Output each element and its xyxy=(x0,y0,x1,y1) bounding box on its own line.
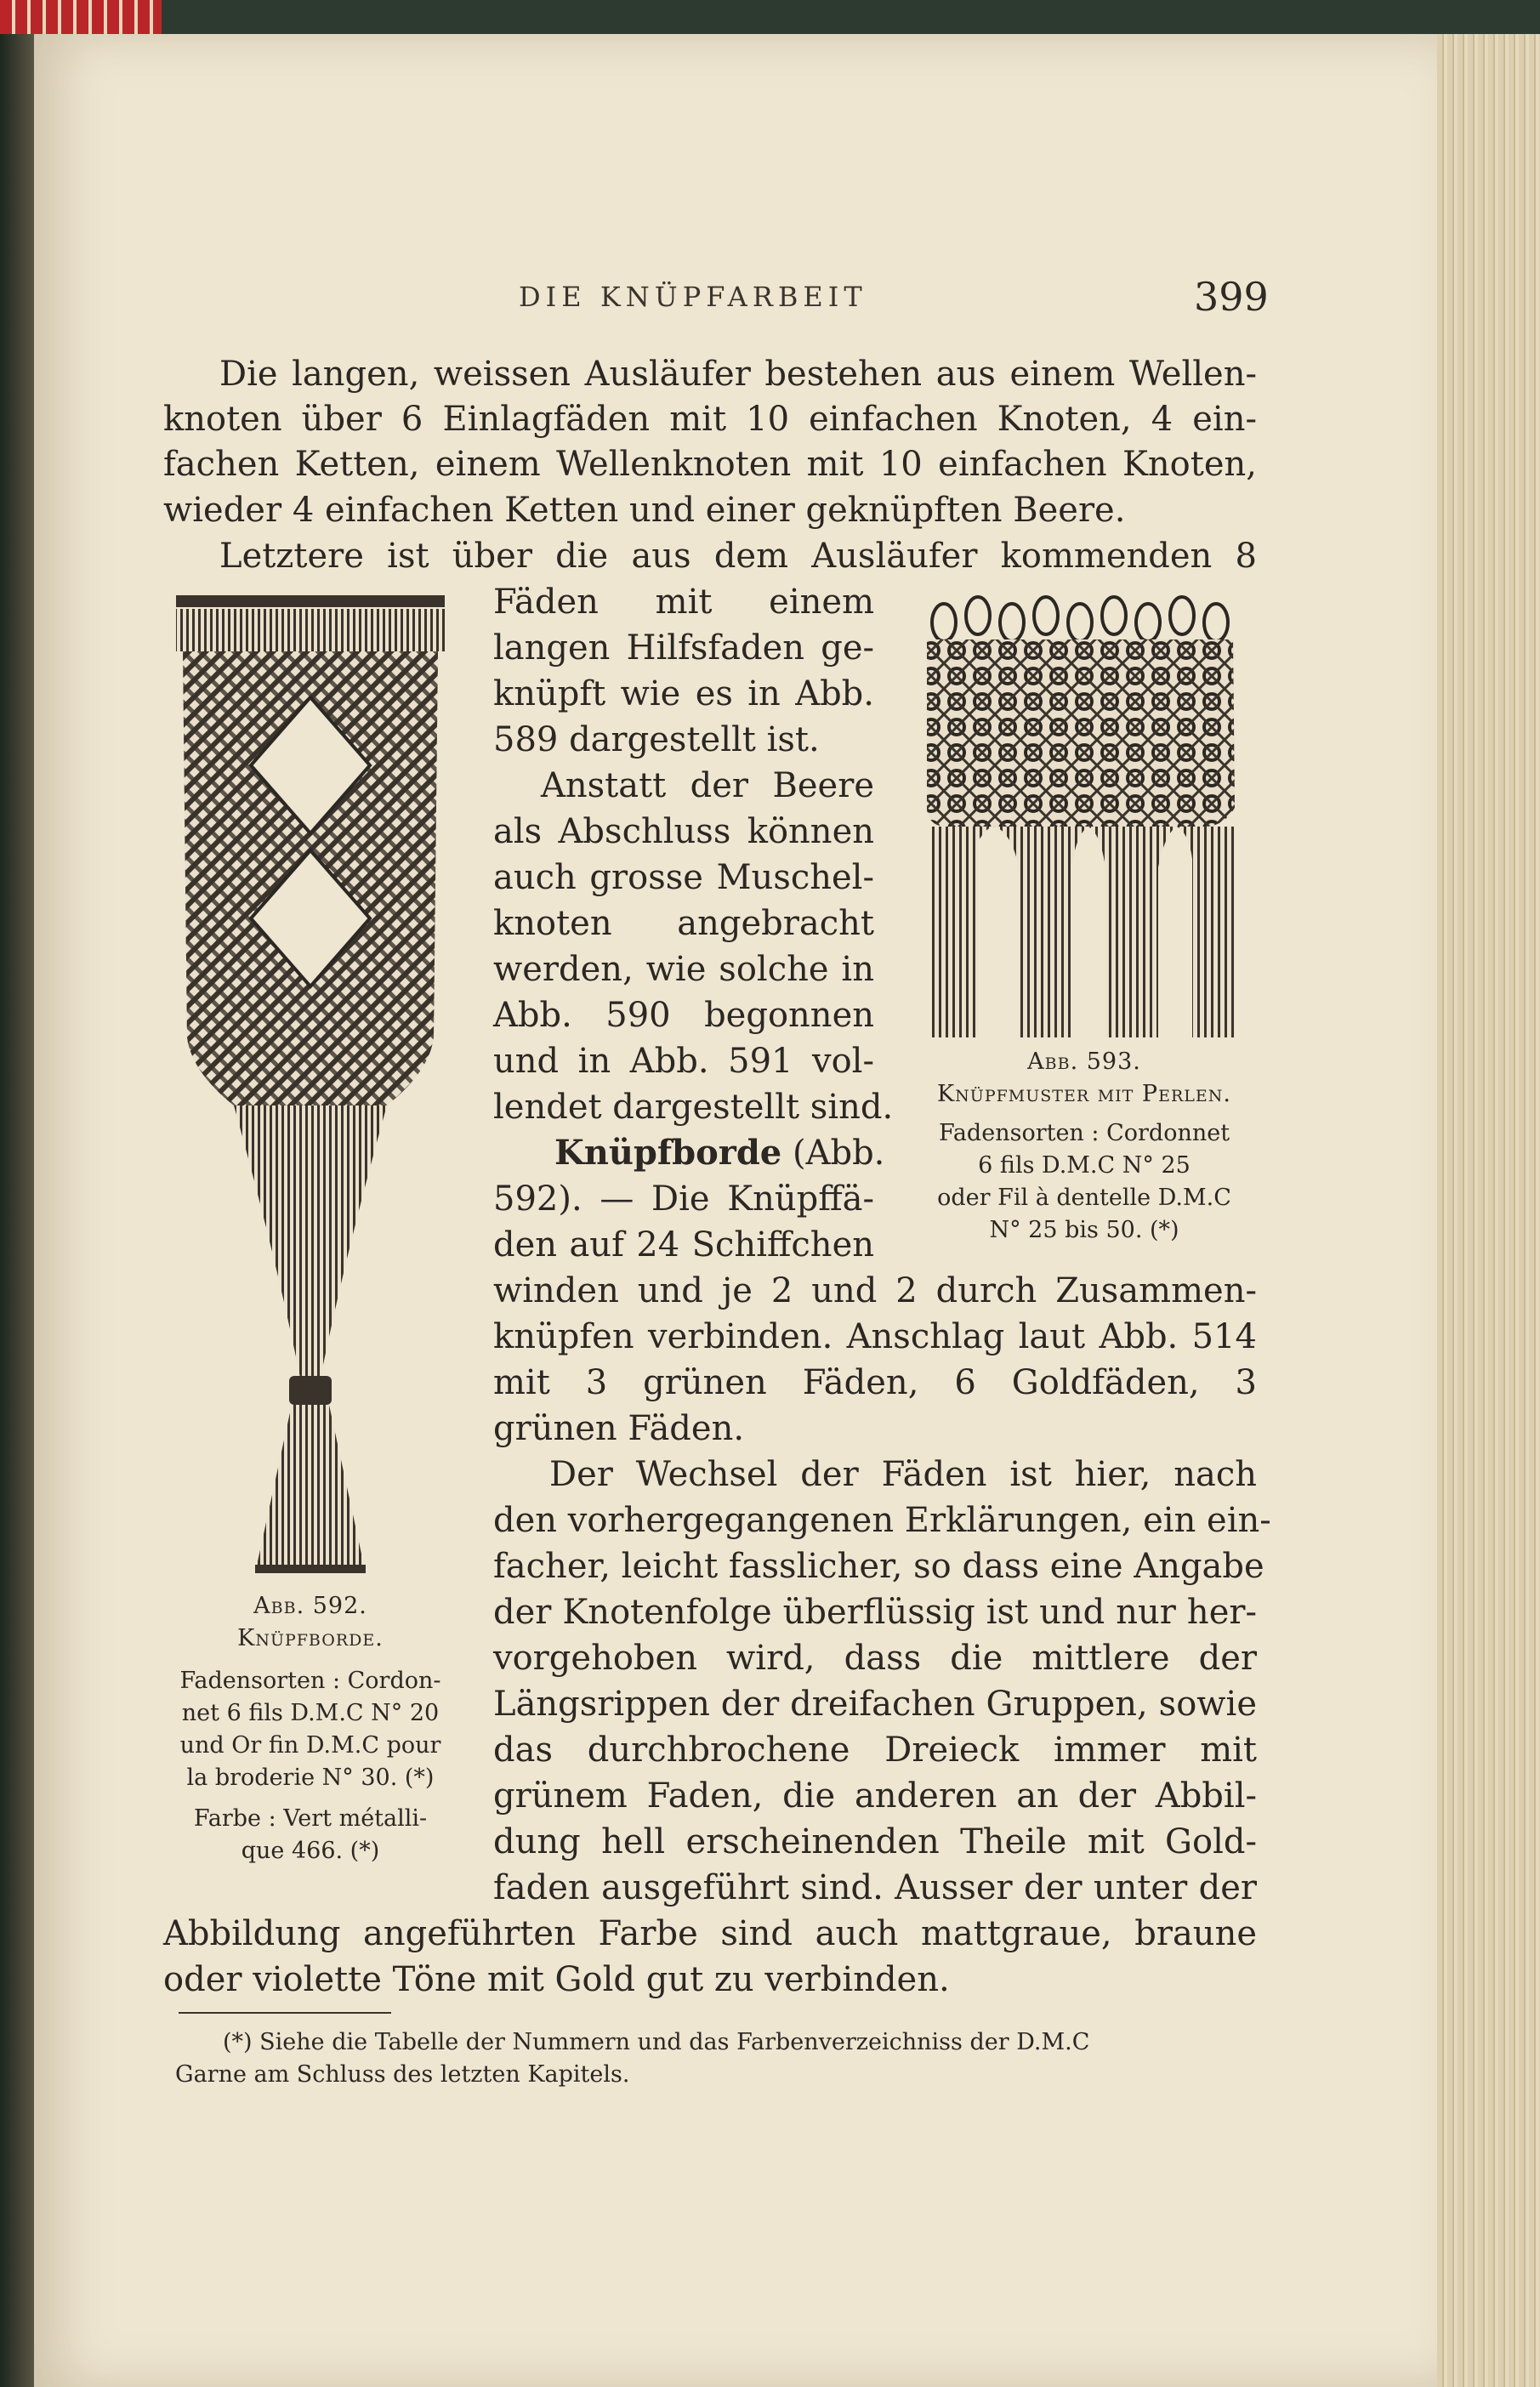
figure-592-caption-line: und Or fin D.M.C pour xyxy=(179,1732,441,1759)
footnote-line: (*) Siehe die Tabelle der Nummern und das Farbenverzeichniss der D.M.C xyxy=(223,2029,1090,2055)
figure-593-title: Knüpfmuster mit Perlen. xyxy=(937,1081,1231,1107)
column-line: langen Hilfsfaden ge- xyxy=(493,628,874,668)
page-number: 399 xyxy=(1194,274,1269,320)
body-line: Längsrippen der dreifachen Gruppen, sowie xyxy=(493,1685,1257,1724)
body-line: Die langen, weissen Ausläufer bestehen aus einem Wellen- xyxy=(219,355,1257,394)
body-line: Abbildung angeführten Farbe sind auch mattgraue, braune xyxy=(163,1914,1257,1953)
figure-592-caption-line xyxy=(162,1667,459,1696)
figure-592-illustration xyxy=(174,595,446,1582)
column-line: und in Abb. 591 vol- xyxy=(493,1042,874,1081)
book-cover-top xyxy=(0,0,1540,34)
column-line: Anstatt der Beere xyxy=(541,766,874,805)
body-line: Letztere ist über die aus dem Ausläufer kommenden 8 xyxy=(219,537,1257,576)
figure-592-label: Abb. 592. xyxy=(253,1593,367,1619)
page-edges xyxy=(1437,34,1540,2387)
column-line: knüpft wie es in Abb. xyxy=(493,674,874,713)
column-line: auch grosse Muschel- xyxy=(493,858,874,897)
column-line: Fäden mit einem xyxy=(493,583,874,622)
body-line: knüpfen verbinden. Anschlag laut Abb. 514 xyxy=(493,1317,1257,1356)
knuepfborde-heading-line xyxy=(554,1131,885,1175)
figure-592-caption-text: Fadensorten : Cordon- xyxy=(179,1668,441,1694)
column-line: knoten angebracht xyxy=(493,904,874,943)
footnote-rule xyxy=(179,2012,391,2015)
knuepfborde-rest: (Abb. xyxy=(781,1134,885,1173)
figure-592-caption-line: la broderie N° 30. (*) xyxy=(186,1765,435,1791)
figure-593-caption-line: 6 fils D.M.C N° 25 xyxy=(978,1152,1191,1179)
footnote-line: Garne am Schluss des letzten Kapitels. xyxy=(175,2061,630,2088)
body-line: facher, leicht fasslicher, so dass eine Angabe xyxy=(493,1547,1264,1586)
figure-593-caption-line: Fadensorten : Cordonnet xyxy=(938,1120,1230,1146)
figure-592-caption-line: que 466. (*) xyxy=(241,1838,380,1864)
body-line: den vorhergegangenen Erklärungen, ein ein- xyxy=(493,1501,1271,1540)
body-line: fachen Ketten, einem Wellenknoten mit 10 einfachen Knoten, xyxy=(163,445,1257,484)
knuepfborde-term: Knüpfborde xyxy=(554,1133,782,1173)
body-line: das durchbrochene Dreieck immer mit xyxy=(493,1731,1257,1770)
figure-593-label: Abb. 593. xyxy=(1027,1049,1141,1075)
body-line: winden und je 2 und 2 durch Zusammen- xyxy=(493,1271,1257,1310)
body-line: grünen Fäden. xyxy=(493,1409,745,1448)
figure-593-caption-line: oder Fil à dentelle D.M.C xyxy=(937,1185,1231,1211)
running-header: DIE KNÜPFARBEIT xyxy=(519,281,867,313)
body-line: dung hell erscheinenden Theile mit Gold- xyxy=(493,1822,1257,1861)
figure-592-caption-line: Farbe : Vert métalli- xyxy=(193,1805,428,1832)
body-line: Der Wechsel der Fäden ist hier, nach xyxy=(549,1455,1257,1494)
spine-fold xyxy=(0,34,34,2387)
body-line: oder violette Töne mit Gold gut zu verbinden. xyxy=(163,1960,950,1999)
body-line: der Knotenfolge überflüssig ist und nur her- xyxy=(493,1593,1257,1632)
body-line: vorgehoben wird, dass die mittlere der xyxy=(493,1639,1257,1678)
body-line: mit 3 grünen Fäden, 6 Goldfäden, 3 xyxy=(493,1363,1257,1402)
body-line: faden ausgeführt sind. Ausser der unter der xyxy=(493,1868,1257,1907)
column-line: als Abschluss können xyxy=(493,812,874,851)
column-line: lendet dargestellt sind. xyxy=(493,1088,894,1127)
column-line: 592). — Die Knüpffä- xyxy=(493,1179,874,1219)
body-line: knoten über 6 Einlagfäden mit 10 einfachen Knoten, 4 ein- xyxy=(163,400,1257,439)
column-line: den auf 24 Schiffchen xyxy=(493,1225,874,1265)
figure-592-title: Knüpfborde. xyxy=(237,1625,384,1651)
column-line: werden, wie solche in xyxy=(493,950,874,989)
column-line: 589 dargestellt ist. xyxy=(493,720,820,759)
figure-593-illustration xyxy=(918,587,1250,1046)
body-line: wieder 4 einfachen Ketten und einer geknüpften Beere. xyxy=(163,491,1126,530)
column-line: Abb. 590 begonnen xyxy=(493,996,874,1035)
body-line: grünem Faden, die anderen an der Abbil- xyxy=(493,1776,1257,1816)
figure-592-caption-line: net 6 fils D.M.C N° 20 xyxy=(181,1700,440,1726)
figure-593-caption-line: N° 25 bis 50. (*) xyxy=(989,1217,1179,1243)
